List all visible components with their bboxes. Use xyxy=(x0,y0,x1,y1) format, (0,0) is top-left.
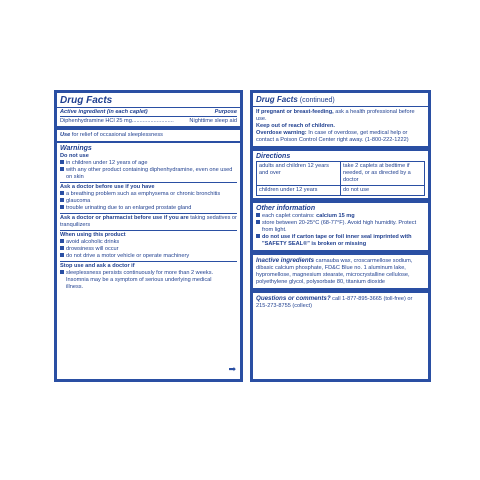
inactive-ingredients: Inactive ingredients carnauba wax, croscarmellose sodium, dibasic calcium phosphate, FD&C Blue no. 1 aluminum lake, hypromellose, magnesium stearate, microcrystalline cellulose, polyethylene glycol, polysorbate 80, titanium dioxide xyxy=(256,257,413,285)
do-not-use-heading: Do not use xyxy=(60,153,89,159)
other-info-title: Other information xyxy=(256,205,316,212)
bullet-square-icon xyxy=(60,198,64,202)
list-item: avoid alcoholic drinks xyxy=(60,239,237,246)
continue-arrow-icon: ➡ xyxy=(228,364,236,374)
use-label: Use xyxy=(60,132,71,138)
drug-facts-panel-right xyxy=(250,90,431,382)
pregnant-warning: If pregnant or breast-feeding, ask a health professional before use. xyxy=(256,109,415,122)
ask-doctor-heading: Ask a doctor before use if you have xyxy=(60,184,155,190)
directions-who: children under 12 years xyxy=(257,186,341,196)
bullet-square-icon xyxy=(60,160,64,164)
bullet-square-icon xyxy=(60,205,64,209)
bullet-square-icon xyxy=(256,234,260,238)
bullet-square-icon xyxy=(60,253,64,257)
list-item: do not use if carton tape or foil inner seal imprinted with "SAFETY SEAL®" is broken or missing xyxy=(256,234,425,248)
purpose-header: Purpose xyxy=(214,109,237,115)
list-item: each caplet contains: calcium 15 mg xyxy=(256,213,425,220)
list-item: a breathing problem such as emphysema or chronic bronchitis xyxy=(60,191,237,198)
bullet-square-icon xyxy=(256,220,260,224)
list-item: in children under 12 years of age xyxy=(60,160,237,167)
list-item: with any other product containing diphenhydramine, even one used on skin xyxy=(60,167,237,181)
directions-title: Directions xyxy=(256,153,291,160)
bullet-square-icon xyxy=(60,239,64,243)
keep-out-warning: Keep out of reach of children. xyxy=(256,123,335,129)
stop-use-heading: Stop use and ask a doctor if xyxy=(60,263,135,269)
ingredient: Diphenhydramine HCl 25 mg xyxy=(60,118,132,124)
bullet-square-icon xyxy=(60,246,64,250)
list-item: do not drive a motor vehicle or operate machinery xyxy=(60,253,237,260)
directions-table xyxy=(256,161,425,196)
drug-facts-title-cont: Drug Facts xyxy=(256,95,298,104)
use-text: for relief of occasional sleeplessness xyxy=(70,132,163,138)
directions-what: do not use xyxy=(341,186,425,196)
directions-who: adults and children 12 years and over xyxy=(257,162,341,186)
continued-label: (continued) xyxy=(297,97,335,104)
table-row xyxy=(257,186,425,196)
purpose: Nighttime sleep aid xyxy=(189,118,237,124)
list-item: trouble urinating due to an enlarged prostate gland xyxy=(60,205,237,212)
questions-section: Questions or comments? call 1-877-895-3665 (toll-free) or 215-273-8755 (collect) xyxy=(256,295,413,309)
table-row xyxy=(257,162,425,186)
bullet-square-icon xyxy=(60,270,64,274)
bullet-square-icon xyxy=(256,213,260,217)
drug-facts-title: Drug Facts xyxy=(60,95,113,106)
overdose-warning: Overdose warning: In case of overdose, get medical help or contact a Poison Control Center right away. (1-800-222-1222) xyxy=(256,130,409,143)
active-ingredient-header: Active ingredient (in each caplet) xyxy=(60,109,148,115)
list-item: glaucoma xyxy=(60,198,237,205)
ingredient-dots: ........................... xyxy=(131,118,174,124)
bullet-square-icon xyxy=(60,167,64,171)
drug-facts-panel-left xyxy=(54,90,243,382)
bullet-square-icon xyxy=(60,191,64,195)
when-using-heading: When using this product xyxy=(60,232,126,238)
warnings-title: Warnings xyxy=(60,145,92,152)
list-item: drowsiness will occur xyxy=(60,246,237,253)
directions-what: take 2 caplets at bedtime if needed, or as directed by a doctor xyxy=(341,162,425,186)
list-item: store between 20-25°C (68-77°F). Avoid high humidity. Protect from light. xyxy=(256,220,425,234)
ask-pharmacist: Ask a doctor or pharmacist before use if you are taking sedatives or tranquilizers xyxy=(60,215,237,228)
list-item: sleeplessness persists continuously for more than 2 weeks. Insomnia may be a symptom of serious underlying medical illness. xyxy=(60,270,237,291)
